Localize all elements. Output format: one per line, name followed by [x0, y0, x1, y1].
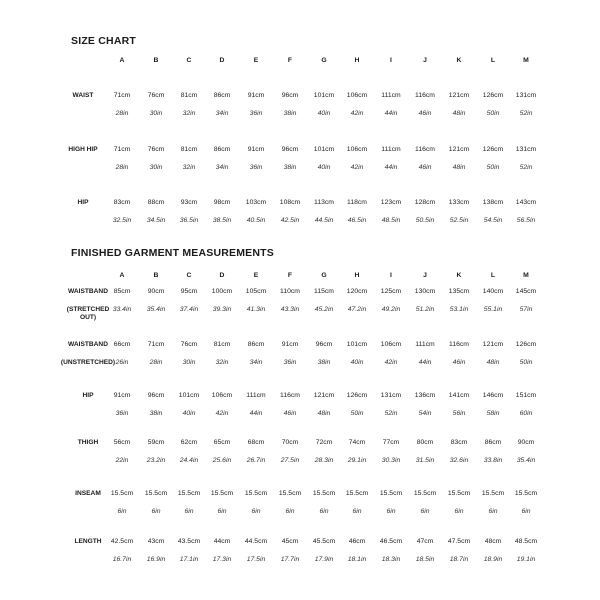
in-value: 28in: [115, 110, 129, 117]
cm-value: 72cm: [315, 439, 333, 446]
in-value: 34in: [215, 164, 229, 171]
cm-value: 96cm: [315, 341, 333, 348]
in-value: 17.1in: [179, 556, 199, 563]
cm-value: 15.5cm: [312, 490, 336, 497]
in-value: 28in: [149, 359, 163, 366]
in-value: 43.3in: [280, 306, 300, 313]
cm-value: 48.5cm: [514, 538, 538, 545]
in-value: 28.3in: [314, 457, 334, 464]
in-value: 25.6in: [212, 457, 232, 464]
cm-value: 43cm: [147, 538, 165, 545]
cm-value: 86cm: [247, 341, 265, 348]
in-value: 32.6in: [449, 457, 469, 464]
in-value: 52in: [384, 410, 398, 417]
size-header: D: [219, 272, 225, 279]
cm-value: 44cm: [213, 538, 231, 545]
in-value: 23.2in: [146, 457, 166, 464]
size-header: J: [423, 57, 427, 64]
in-value: 50.5in: [415, 217, 435, 224]
in-value: 40in: [317, 110, 331, 117]
cm-value: 76cm: [147, 146, 165, 153]
in-value: 42in: [215, 410, 229, 417]
cm-value: 88cm: [147, 199, 165, 206]
size-header: H: [354, 57, 360, 64]
cm-value: 74cm: [348, 439, 366, 446]
in-value: 18.7in: [449, 556, 469, 563]
in-value: 52in: [519, 110, 533, 117]
in-value: 16.7in: [112, 556, 132, 563]
cm-value: 45.5cm: [312, 538, 336, 545]
in-value: 6in: [117, 508, 127, 515]
size-header: M: [523, 57, 529, 64]
cm-value: 100cm: [211, 288, 233, 295]
cm-value: 15.5cm: [481, 490, 505, 497]
in-value: 33.4in: [112, 306, 132, 313]
cm-value: 126cm: [515, 341, 537, 348]
in-value: 50in: [486, 110, 500, 117]
in-value: 42in: [350, 164, 364, 171]
cm-value: 101cm: [313, 146, 335, 153]
cm-value: 15.5cm: [514, 490, 538, 497]
cm-value: 146cm: [482, 392, 504, 399]
in-value: 26in: [115, 359, 129, 366]
in-value: 48.5in: [381, 217, 401, 224]
in-value: 52in: [519, 164, 533, 171]
cm-value: 44.5cm: [244, 538, 268, 545]
in-value: 54in: [418, 410, 432, 417]
cm-value: 131cm: [380, 392, 402, 399]
cm-value: 101cm: [178, 392, 200, 399]
in-value: 46in: [418, 164, 432, 171]
cm-value: 111cm: [381, 146, 401, 153]
in-value: 6in: [521, 508, 531, 515]
cm-value: 105cm: [245, 288, 267, 295]
size-header: F: [287, 57, 293, 64]
cm-value: 93cm: [180, 199, 198, 206]
in-value: 18.9in: [483, 556, 503, 563]
cm-value: 98cm: [213, 199, 231, 206]
cm-value: 15.5cm: [244, 490, 268, 497]
cm-value: 145cm: [515, 288, 537, 295]
size-header: B: [153, 57, 159, 64]
in-value: 46in: [452, 359, 466, 366]
cm-value: 133cm: [448, 199, 470, 206]
in-value: 40.5in: [246, 217, 266, 224]
in-value: 24.4in: [179, 457, 199, 464]
cm-value: 128cm: [414, 199, 436, 206]
in-value: 41.3in: [246, 306, 266, 313]
in-value: 17.3in: [212, 556, 232, 563]
in-value: 51.2in: [415, 306, 435, 313]
in-value: 18.3in: [381, 556, 401, 563]
cm-value: 46.5cm: [379, 538, 403, 545]
cm-value: 108cm: [279, 199, 301, 206]
in-value: 28in: [115, 164, 129, 171]
cm-value: 70cm: [281, 439, 299, 446]
cm-value: 91cm: [113, 392, 131, 399]
in-value: 58in: [486, 410, 500, 417]
in-value: 6in: [420, 508, 430, 515]
cm-value: 59cm: [147, 439, 165, 446]
in-value: 16.9in: [146, 556, 166, 563]
in-value: 40in: [350, 359, 364, 366]
cm-value: 121cm: [313, 392, 335, 399]
cm-value: 113cm: [314, 199, 334, 206]
in-value: 6in: [352, 508, 362, 515]
cm-value: 141cm: [448, 392, 470, 399]
in-value: 55.1in: [483, 306, 503, 313]
in-value: 56in: [452, 410, 466, 417]
in-value: 54.5in: [483, 217, 503, 224]
row-label: WAIST: [72, 92, 94, 99]
cm-value: 15.5cm: [379, 490, 403, 497]
cm-value: 96cm: [281, 146, 299, 153]
in-value: 44in: [384, 110, 398, 117]
cm-value: 116cm: [415, 146, 435, 153]
cm-value: 106cm: [211, 392, 233, 399]
size-header: I: [390, 57, 392, 64]
in-value: 6in: [184, 508, 194, 515]
cm-value: 85cm: [113, 288, 131, 295]
in-value: 36in: [283, 359, 297, 366]
cm-value: 126cm: [346, 392, 368, 399]
cm-value: 83cm: [450, 439, 468, 446]
cm-value: 111cm: [246, 392, 266, 399]
size-header: G: [321, 272, 327, 279]
in-value: 17.5in: [246, 556, 266, 563]
cm-value: 15.5cm: [278, 490, 302, 497]
in-value: 42in: [384, 359, 398, 366]
in-value: 6in: [386, 508, 396, 515]
cm-value: 138cm: [482, 199, 504, 206]
cm-value: 47.5cm: [447, 538, 471, 545]
in-value: 32in: [215, 359, 229, 366]
cm-value: 116cm: [280, 392, 300, 399]
cm-value: 76cm: [180, 341, 198, 348]
cm-value: 115cm: [314, 288, 334, 295]
size-header: E: [253, 57, 259, 64]
cm-value: 125cm: [380, 288, 402, 295]
cm-value: 123cm: [380, 199, 402, 206]
in-value: 33.8in: [483, 457, 503, 464]
in-value: 42in: [350, 110, 364, 117]
in-value: 46in: [283, 410, 297, 417]
in-value: 48in: [317, 410, 331, 417]
size-header: C: [186, 272, 192, 279]
cm-value: 95cm: [180, 288, 198, 295]
in-value: 50in: [486, 164, 500, 171]
in-value: 34.5in: [146, 217, 166, 224]
cm-value: 106cm: [346, 146, 368, 153]
cm-value: 86cm: [484, 439, 502, 446]
in-value: 29.1in: [347, 457, 367, 464]
size-header: D: [219, 57, 225, 64]
cm-value: 66cm: [113, 341, 131, 348]
cm-value: 71cm: [113, 92, 131, 99]
row-label: LENGTH: [74, 538, 102, 545]
cm-value: 15.5cm: [110, 490, 134, 497]
cm-value: 91cm: [247, 92, 265, 99]
cm-value: 101cm: [313, 92, 335, 99]
row-sublabel: (UNSTRETCHED): [60, 359, 116, 366]
cm-value: 81cm: [180, 146, 198, 153]
in-value: 47.2in: [347, 306, 367, 313]
in-value: 35.4in: [516, 457, 536, 464]
size-header: B: [153, 272, 159, 279]
cm-value: 126cm: [482, 146, 504, 153]
in-value: 27.5in: [280, 457, 300, 464]
cm-value: 151cm: [515, 392, 537, 399]
in-value: 34in: [215, 110, 229, 117]
in-value: 42.5in: [280, 217, 300, 224]
in-value: 6in: [488, 508, 498, 515]
cm-value: 91cm: [281, 341, 299, 348]
in-value: 6in: [151, 508, 161, 515]
in-value: 44in: [249, 410, 263, 417]
in-value: 46.5in: [347, 217, 367, 224]
in-value: 6in: [285, 508, 295, 515]
in-value: 45.2in: [314, 306, 334, 313]
cm-value: 86cm: [213, 146, 231, 153]
size-header: E: [253, 272, 259, 279]
cm-value: 96cm: [147, 392, 165, 399]
cm-value: 131cm: [515, 92, 537, 99]
in-value: 36in: [249, 164, 263, 171]
in-value: 19.1in: [516, 556, 536, 563]
in-value: 32in: [182, 164, 196, 171]
cm-value: 83cm: [113, 199, 131, 206]
cm-value: 86cm: [213, 92, 231, 99]
in-value: 18.1in: [347, 556, 367, 563]
row-sublabel: (STRETCHED OUT): [66, 306, 110, 321]
in-value: 38in: [149, 410, 163, 417]
cm-value: 90cm: [517, 439, 535, 446]
cm-value: 15.5cm: [144, 490, 168, 497]
size-chart-title: SIZE CHART: [71, 35, 136, 47]
cm-value: 140cm: [482, 288, 504, 295]
cm-value: 121cm: [482, 341, 504, 348]
in-value: 38in: [317, 359, 331, 366]
size-header: C: [186, 57, 192, 64]
in-value: 44in: [384, 164, 398, 171]
in-value: 44.5in: [314, 217, 334, 224]
in-value: 26.7in: [246, 457, 266, 464]
cm-value: 130cm: [414, 288, 436, 295]
row-label: HIGH HIP: [68, 146, 98, 153]
in-value: 17.7in: [280, 556, 300, 563]
in-value: 30in: [149, 164, 163, 171]
cm-value: 120cm: [346, 288, 368, 295]
cm-value: 126cm: [482, 92, 504, 99]
cm-value: 77cm: [382, 439, 400, 446]
cm-value: 106cm: [346, 92, 368, 99]
cm-value: 81cm: [213, 341, 231, 348]
in-value: 18.5in: [415, 556, 435, 563]
size-header: A: [119, 272, 125, 279]
cm-value: 81cm: [180, 92, 198, 99]
in-value: 53.1in: [449, 306, 469, 313]
in-value: 50in: [350, 410, 364, 417]
in-value: 38in: [283, 164, 297, 171]
in-value: 48in: [452, 164, 466, 171]
in-value: 52.5in: [449, 217, 469, 224]
in-value: 17.9in: [314, 556, 334, 563]
cm-value: 15.5cm: [447, 490, 471, 497]
size-header: L: [490, 57, 496, 64]
in-value: 56.5in: [516, 217, 536, 224]
cm-value: 131cm: [515, 146, 537, 153]
size-header: G: [321, 57, 327, 64]
in-value: 39.3in: [212, 306, 232, 313]
finished-garment-title: FINISHED GARMENT MEASUREMENTS: [71, 247, 274, 259]
cm-value: 80cm: [416, 439, 434, 446]
cm-value: 103cm: [245, 199, 267, 206]
in-value: 44in: [418, 359, 432, 366]
in-value: 49.2in: [381, 306, 401, 313]
in-value: 57in: [519, 306, 533, 313]
cm-value: 121cm: [448, 92, 470, 99]
in-value: 32.5in: [112, 217, 132, 224]
size-header: A: [119, 57, 125, 64]
in-value: 36in: [249, 110, 263, 117]
cm-value: 118cm: [347, 199, 367, 206]
cm-value: 46cm: [348, 538, 366, 545]
cm-value: 15.5cm: [413, 490, 437, 497]
in-value: 22in: [115, 457, 129, 464]
in-value: 36in: [115, 410, 129, 417]
cm-value: 56cm: [113, 439, 131, 446]
in-value: 31.5in: [415, 457, 435, 464]
in-value: 48in: [452, 110, 466, 117]
in-value: 36.5in: [179, 217, 199, 224]
cm-value: 116cm: [415, 92, 435, 99]
size-header: L: [490, 272, 496, 279]
cm-value: 121cm: [448, 146, 470, 153]
cm-value: 71cm: [113, 146, 131, 153]
cm-value: 48cm: [484, 538, 502, 545]
in-value: 40in: [317, 164, 331, 171]
in-value: 50in: [519, 359, 533, 366]
in-value: 38.5in: [212, 217, 232, 224]
row-label: INSEAM: [75, 490, 101, 497]
size-header: I: [390, 272, 392, 279]
cm-value: 101cm: [346, 341, 368, 348]
size-header: M: [523, 272, 529, 279]
cm-value: 65cm: [213, 439, 231, 446]
cm-value: 110cm: [280, 288, 300, 295]
size-header: K: [456, 272, 462, 279]
in-value: 48in: [486, 359, 500, 366]
in-value: 32in: [182, 110, 196, 117]
cm-value: 68cm: [247, 439, 265, 446]
in-value: 40in: [182, 410, 196, 417]
in-value: 38in: [283, 110, 297, 117]
cm-value: 76cm: [147, 92, 165, 99]
cm-value: 96cm: [281, 92, 299, 99]
cm-value: 106cm: [380, 341, 402, 348]
cm-value: 91cm: [247, 146, 265, 153]
cm-value: 42.5cm: [110, 538, 134, 545]
row-label: THIGH: [77, 439, 99, 446]
cm-value: 111cm: [415, 341, 435, 348]
cm-value: 62cm: [180, 439, 198, 446]
size-header: K: [456, 57, 462, 64]
cm-value: 71cm: [147, 341, 165, 348]
row-label: WAISTBAND: [68, 288, 108, 295]
in-value: 34in: [249, 359, 263, 366]
cm-value: 15.5cm: [210, 490, 234, 497]
in-value: 6in: [454, 508, 464, 515]
in-value: 35.4in: [146, 306, 166, 313]
size-header: H: [354, 272, 360, 279]
cm-value: 47cm: [416, 538, 434, 545]
in-value: 60in: [519, 410, 533, 417]
row-label: WAISTBAND: [68, 341, 108, 348]
in-value: 6in: [251, 508, 261, 515]
cm-value: 143cm: [515, 199, 537, 206]
in-value: 30in: [149, 110, 163, 117]
cm-value: 43.5cm: [177, 538, 201, 545]
cm-value: 90cm: [147, 288, 165, 295]
cm-value: 15.5cm: [345, 490, 369, 497]
in-value: 30.3in: [381, 457, 401, 464]
in-value: 37.4in: [179, 306, 199, 313]
cm-value: 45cm: [281, 538, 299, 545]
cm-value: 116cm: [449, 341, 469, 348]
size-header: J: [423, 272, 427, 279]
row-label: HIP: [77, 199, 89, 206]
cm-value: 135cm: [448, 288, 470, 295]
in-value: 46in: [418, 110, 432, 117]
size-header: F: [287, 272, 293, 279]
cm-value: 136cm: [414, 392, 436, 399]
cm-value: 111cm: [381, 92, 401, 99]
in-value: 30in: [182, 359, 196, 366]
cm-value: 15.5cm: [177, 490, 201, 497]
in-value: 6in: [319, 508, 329, 515]
row-label: HIP: [82, 392, 94, 399]
in-value: 6in: [217, 508, 227, 515]
